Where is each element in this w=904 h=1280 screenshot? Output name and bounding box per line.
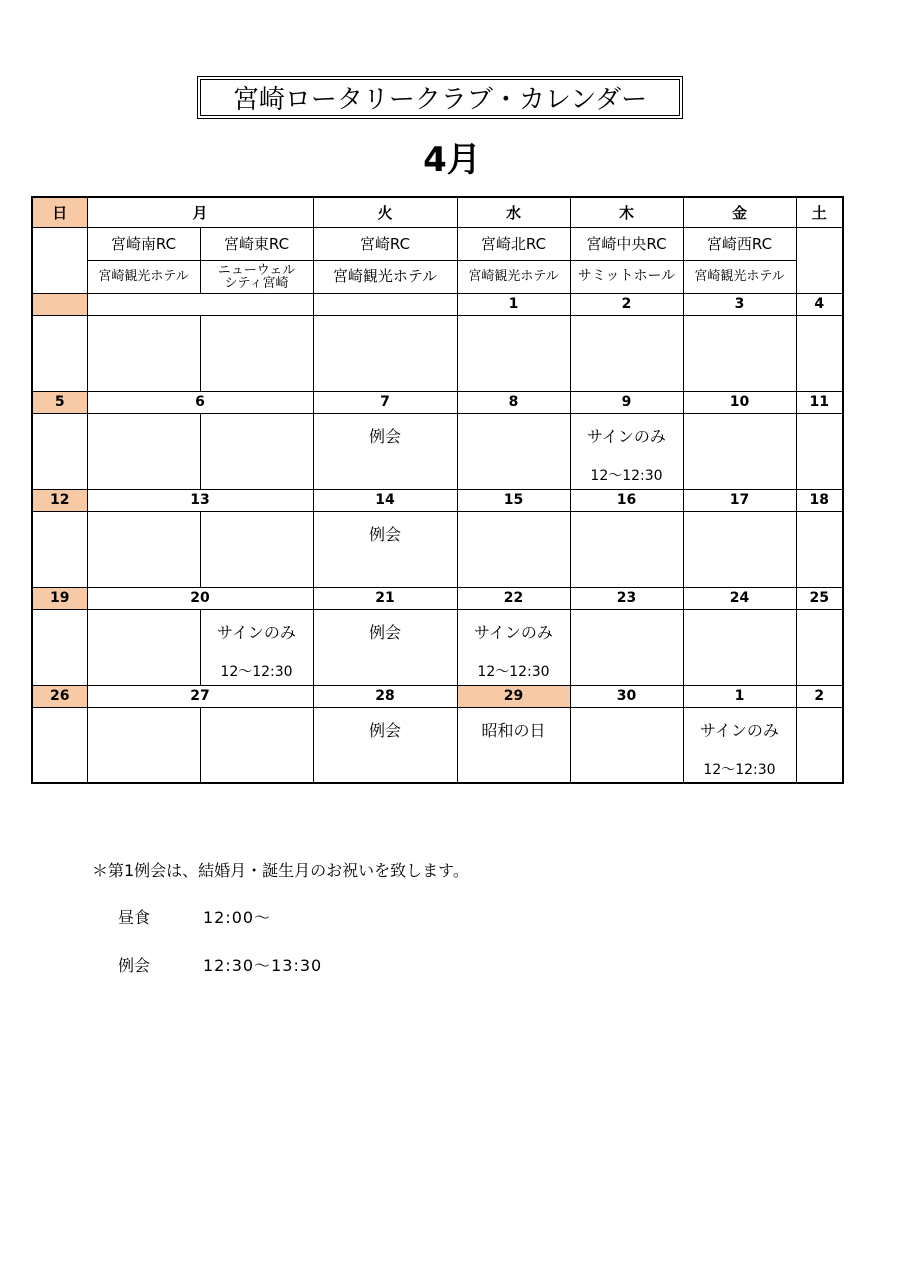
event-cell [570, 413, 683, 489]
note-celebration: ＊第1例会は、結婚月・誕生月のお祝いを致します。 [92, 861, 469, 880]
event-cell [313, 413, 457, 489]
event-cell [200, 511, 313, 587]
event-cell [200, 315, 313, 391]
venue-mon-b [200, 260, 313, 293]
event-cell [32, 511, 87, 587]
week-3-events [32, 511, 843, 587]
event-cell [796, 707, 843, 783]
event-cell [200, 609, 313, 685]
event-cell [457, 609, 570, 685]
week-4-events [32, 609, 843, 685]
date-cell: 21 [313, 587, 457, 609]
event-cell [200, 413, 313, 489]
event-cell [87, 413, 200, 489]
date-cell [32, 293, 87, 315]
event-cell [313, 315, 457, 391]
note-meeting-label: 例会 [118, 956, 151, 975]
weekday-mon: 月 [87, 197, 313, 227]
date-cell: 2 [796, 685, 843, 707]
date-cell: 11 [796, 391, 843, 413]
event-cell [87, 609, 200, 685]
event-cell [313, 511, 457, 587]
venue-mon-b-line2: シティ宮崎 [224, 275, 289, 291]
event-showa-day: 昭和の日 [481, 720, 546, 740]
date-cell: 27 [87, 685, 313, 707]
event-cell [313, 707, 457, 783]
date-cell: 22 [457, 587, 570, 609]
club-tue: 宮崎RC [313, 227, 457, 260]
event-cell [32, 707, 87, 783]
date-cell: 14 [313, 489, 457, 511]
weekday-header-row [32, 197, 843, 227]
event-cell [796, 315, 843, 391]
venue-tue: 宮崎観光ホテル [313, 260, 457, 293]
event-sign-only: サインのみ [700, 720, 779, 740]
event-sign-time: 12～12:30 [590, 467, 663, 484]
club-empty-sun [32, 227, 87, 293]
event-cell [683, 707, 796, 783]
date-cell: 24 [683, 587, 796, 609]
date-cell: 2 [570, 293, 683, 315]
event-cell [683, 315, 796, 391]
date-cell: 1 [457, 293, 570, 315]
event-cell [32, 609, 87, 685]
venue-row [32, 260, 843, 293]
event-cell [683, 609, 796, 685]
date-cell [87, 293, 313, 315]
week-5-events [32, 707, 843, 783]
event-cell [683, 413, 796, 489]
event-cell [570, 511, 683, 587]
date-cell: 15 [457, 489, 570, 511]
date-cell: 25 [796, 587, 843, 609]
week-1-dates [32, 293, 843, 315]
event-cell [32, 413, 87, 489]
date-cell: 10 [683, 391, 796, 413]
event-cell [200, 707, 313, 783]
event-sign-time: 12～12:30 [703, 761, 776, 778]
date-cell: 6 [87, 391, 313, 413]
note-lunch-label: 昼食 [118, 908, 151, 927]
club-wed: 宮崎北RC [457, 227, 570, 260]
event-sign-time: 12～12:30 [477, 663, 550, 680]
event-cell [87, 315, 200, 391]
date-cell: 17 [683, 489, 796, 511]
date-cell: 3 [683, 293, 796, 315]
club-row [32, 227, 843, 260]
weekday-fri: 金 [683, 197, 796, 227]
event-cell [683, 511, 796, 587]
weekday-sun: 日 [32, 197, 87, 227]
club-mon-a: 宮崎南RC [87, 227, 200, 260]
weekday-sat: 土 [796, 197, 843, 227]
event-cell [457, 707, 570, 783]
weekday-wed: 水 [457, 197, 570, 227]
club-thu: 宮崎中央RC [570, 227, 683, 260]
date-cell: 19 [32, 587, 87, 609]
date-cell: 12 [32, 489, 87, 511]
event-cell [570, 609, 683, 685]
event-sign-only: サインのみ [587, 426, 666, 446]
note-lunch-time: 12:00～ [203, 908, 272, 927]
venue-thu: サミットホール [570, 260, 683, 293]
calendar-table [31, 196, 844, 784]
date-cell: 23 [570, 587, 683, 609]
date-cell-holiday: 29 [457, 685, 570, 707]
date-cell: 5 [32, 391, 87, 413]
club-fri: 宮崎西RC [683, 227, 796, 260]
event-cell [796, 413, 843, 489]
event-cell [457, 413, 570, 489]
club-empty-sat [796, 227, 843, 293]
event-cell [32, 315, 87, 391]
date-cell: 13 [87, 489, 313, 511]
event-reikai: 例会 [368, 426, 401, 446]
week-2-events [32, 413, 843, 489]
event-cell [457, 511, 570, 587]
event-reikai: 例会 [368, 720, 401, 740]
date-cell: 1 [683, 685, 796, 707]
date-cell: 30 [570, 685, 683, 707]
week-1-events [32, 315, 843, 391]
event-sign-only: サインのみ [217, 622, 296, 642]
date-cell: 26 [32, 685, 87, 707]
week-2-dates [32, 391, 843, 413]
week-3-dates [32, 489, 843, 511]
event-cell [313, 609, 457, 685]
date-cell [313, 293, 457, 315]
event-cell [87, 707, 200, 783]
calendar-title: 宮崎ロータリークラブ・カレンダー [197, 76, 683, 119]
note-meeting-time: 12:30～13:30 [203, 956, 323, 975]
date-cell: 4 [796, 293, 843, 315]
event-cell [796, 609, 843, 685]
venue-wed: 宮崎観光ホテル [457, 260, 570, 293]
date-cell: 8 [457, 391, 570, 413]
date-cell: 9 [570, 391, 683, 413]
weekday-tue: 火 [313, 197, 457, 227]
date-cell: 18 [796, 489, 843, 511]
date-cell: 20 [87, 587, 313, 609]
week-4-dates [32, 587, 843, 609]
event-sign-only: サインのみ [474, 622, 553, 642]
date-cell: 7 [313, 391, 457, 413]
event-cell [87, 511, 200, 587]
date-cell: 28 [313, 685, 457, 707]
club-mon-b: 宮崎東RC [200, 227, 313, 260]
week-5-dates [32, 685, 843, 707]
date-cell: 16 [570, 489, 683, 511]
event-reikai: 例会 [368, 622, 401, 642]
event-sign-time: 12～12:30 [220, 663, 293, 680]
event-cell [457, 315, 570, 391]
venue-mon-a: 宮崎観光ホテル [87, 260, 200, 293]
event-cell [570, 707, 683, 783]
event-cell [796, 511, 843, 587]
venue-fri: 宮崎観光ホテル [683, 260, 796, 293]
month-heading: 4月 [423, 140, 481, 180]
event-reikai: 例会 [368, 524, 401, 544]
weekday-thu: 木 [570, 197, 683, 227]
event-cell [570, 315, 683, 391]
venue-mon-b-line1: ニューウェル [217, 262, 296, 278]
